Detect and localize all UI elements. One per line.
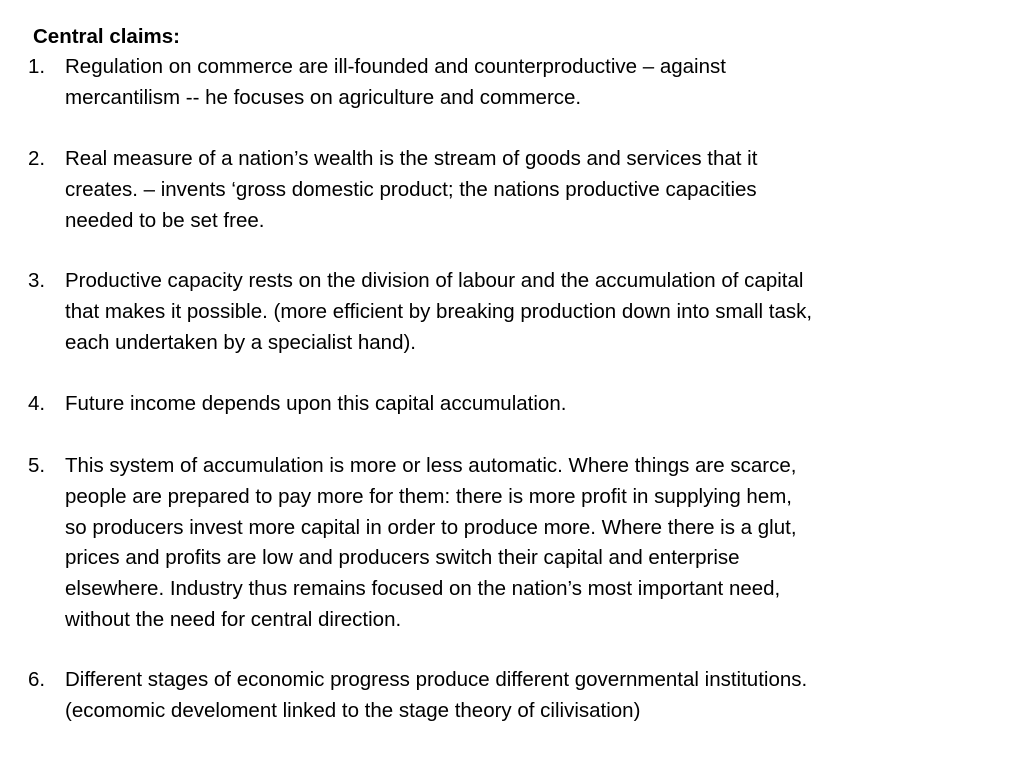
claim-text: Future income depends upon this capital accumulation. [65,392,567,415]
claim-number: 6. [28,668,46,691]
claim-number: 5. [28,454,46,477]
claim-text: Regulation on commerce are ill-founded and counterproductive – against mercantilism -- he focuses on agriculture and commerce. [65,55,726,109]
claim-number: 3. [28,269,46,292]
claim-text: Different stages of economic progress produce different governmental institutions. (ecomomic develoment linked to the stage theory of cilivisation) [65,668,808,722]
claim-text: Real measure of a nation’s wealth is the stream of goods and services that it creates. – invents ‘gross domestic product; the nations productive capacities needed to be set free. [65,147,758,232]
claim-number: 2. [28,147,46,170]
claim-text: Productive capacity rests on the division of labour and the accumulation of capital that makes it possible. (more efficient by breaking production down into small task, each undertaken by a specialist hand). [65,269,813,354]
claim-text: This system of accumulation is more or less automatic. Where things are scarce, people are prepared to pay more for them: there is more profit in supplying hem, so producers invest more capital in order to produce more. Where there is a glut, prices and profits are low and producers switch their capital and enterprise elsewhere. Industry thus remains focused on the nation’s most important need, without the need for central direction. [65,454,797,631]
central-claims-heading: Central claims: [33,25,180,48]
claim-number: 1. [28,55,46,78]
claim-number: 4. [28,392,46,415]
